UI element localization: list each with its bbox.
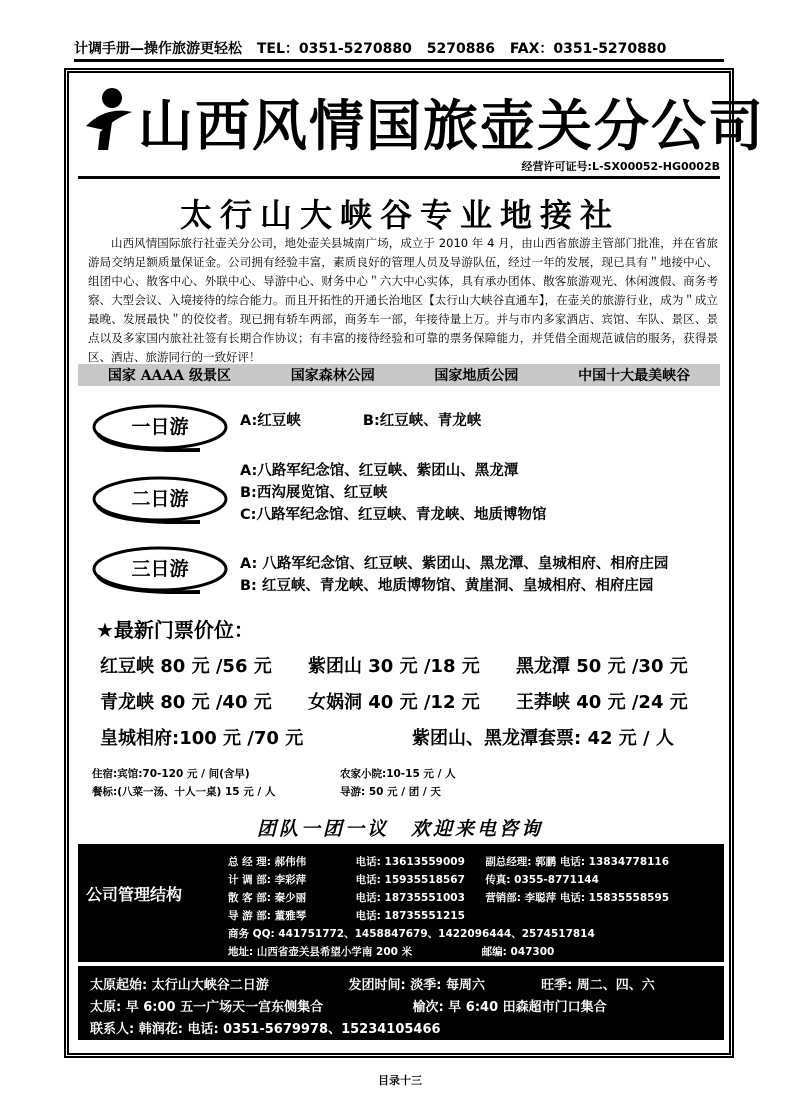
badge: 国家 AAAA 级景区 bbox=[107, 368, 232, 384]
management-label: 公司管理结构 bbox=[86, 885, 183, 904]
address-row bbox=[228, 944, 554, 959]
route-item: B:红豆峡、青龙峡 bbox=[362, 413, 482, 429]
staff-row bbox=[228, 872, 599, 887]
staff-name: 总 经 理: 郝伟伟 bbox=[228, 856, 307, 868]
price-item: 王莽峡 40 元 /24 元 bbox=[516, 692, 688, 713]
route-item: B: 红豆峡、青龙峡、地质博物馆、黄崖洞、皇城相府、相府庄园 bbox=[240, 578, 654, 594]
price-item: 青龙峡 80 元 /40 元 bbox=[100, 692, 272, 713]
business-qq: 商务 QQ: 441751772、1458847679、1422096444、2574517814 bbox=[228, 928, 595, 940]
route-item: A:八路军纪念馆、红豆峡、紫团山、黑龙潭 bbox=[240, 463, 519, 479]
staff-phone: 电话: 15935518567 bbox=[355, 874, 465, 886]
headline: 太行山大峡谷专业地接社 bbox=[179, 196, 620, 234]
route-item: A: 八路军纪念馆、红豆峡、紫团山、黑龙潭、皇城相府、相府庄园 bbox=[240, 556, 669, 572]
route-item: B:西沟展览馆、红豆峡 bbox=[240, 485, 388, 501]
slogan: 团队一团一议 欢迎来电咨询 bbox=[256, 818, 543, 840]
postcode: 邮编: 047300 bbox=[481, 946, 555, 958]
route-origin: 太原起始: 太行山大峡谷二日游 bbox=[90, 978, 269, 993]
tour-routes bbox=[240, 553, 668, 597]
price-title: ★最新门票价位： bbox=[96, 618, 254, 642]
price-item: 黑龙潭 50 元 /30 元 bbox=[516, 656, 688, 677]
staff-extra: 传真: 0355-8771144 bbox=[485, 874, 599, 886]
price-item: 女娲洞 40 元 /12 元 bbox=[308, 692, 480, 713]
staff-phone: 电话: 18735551215 bbox=[355, 910, 465, 922]
company-logo-icon bbox=[82, 86, 134, 152]
staff-phone: 电话: 13613559009 bbox=[355, 856, 465, 868]
route-peak: 旺季: 周二、四、六 bbox=[541, 978, 655, 993]
company-intro: 山西风情国际旅行社壶关分公司，地处壶关县城南广场，成立于 2010 年 4 月，由山西省旅游主管部门批准，并在省旅游局交纳足额质量保证金。公司拥有经验丰富，素质良好的管理人员及导游队伍，经过一年的发展，现已具有＂地接中心、组团中心、散客中心、外联中心、导游中心、财务中心＂六大中心实体，具有承办团体、散客旅游观光、休闲渡假、商务考察、大型会议、入境接待的综合能力。而且开拓性的开通长治地区【太行山大峡谷直通车】，在壶关的旅游行业，成为＂成立最晚、发展最快＂的佼佼者。现已拥有轿车两部，商务车一部，年接待量上万。并与市内多家酒店、宾馆、车队、景区、景点以及多家国内旅社社签有长期合作协议；有丰富的接待经验和可靠的票务保障能力，并凭借全面规范诚信的服务，获得景区、酒店、旅游同行的一致好评！ bbox=[88, 236, 718, 364]
meal-price: 餐标:(八菜一汤、十人一桌) 15 元 / 人 bbox=[92, 786, 276, 798]
staff-extra: 营销部: 李聪萍 电话: 15835558595 bbox=[485, 892, 670, 904]
staff-extra: 副总经理: 郭鹏 电话: 13834778116 bbox=[485, 856, 670, 868]
staff-row bbox=[228, 890, 669, 905]
oval-frame bbox=[90, 544, 230, 594]
staff-phone: 电话: 18735551003 bbox=[355, 892, 465, 904]
management-box bbox=[78, 844, 724, 962]
staff-name: 导 游 部: 董雅琴 bbox=[228, 910, 307, 922]
badge: 国家森林公园 bbox=[290, 368, 375, 384]
route-contact: 联系人: 韩润花: 电话: 0351-5679978、15234105466 bbox=[90, 1022, 441, 1037]
license-number: 经营许可证号:L-SX00052-HG0002B bbox=[521, 160, 720, 173]
staff-name: 计 调 部: 李彩萍 bbox=[228, 874, 307, 886]
price-item: 皇城相府:100 元 /70 元 bbox=[100, 728, 304, 749]
lodging-hotel: 住宿:宾馆:70-120 元 / 间(含早) bbox=[92, 768, 250, 780]
price-item: 紫团山 30 元 /18 元 bbox=[308, 656, 480, 677]
tour-routes bbox=[240, 460, 546, 526]
tel-2: 5270886 bbox=[426, 41, 495, 57]
oval-frame bbox=[90, 402, 230, 452]
top-contact-line bbox=[74, 38, 724, 62]
route-item: A:红豆峡 bbox=[240, 413, 301, 429]
tour-name: 三日游 bbox=[131, 558, 189, 580]
tour-routes bbox=[240, 410, 481, 432]
staff-row bbox=[228, 854, 669, 869]
badge: 中国十大最美峡谷 bbox=[578, 368, 691, 384]
tel: TEL：0351-5270880 bbox=[256, 41, 412, 57]
tour-name: 一日游 bbox=[131, 416, 189, 438]
company-name: 山西风情国旅壶关分公司 bbox=[138, 93, 766, 158]
oval-frame bbox=[90, 474, 230, 524]
route-line bbox=[90, 996, 607, 1015]
price-item: 红豆峡 80 元 /56 元 bbox=[100, 656, 272, 677]
route-line bbox=[90, 974, 655, 993]
fax: FAX：0351-5270880 bbox=[509, 41, 667, 57]
lodging-farm: 农家小院:10-15 元 / 人 bbox=[340, 768, 456, 780]
route-meet-yuci: 榆次: 早 6:40 田森超市门口集合 bbox=[412, 1000, 607, 1015]
badge: 国家地质公园 bbox=[434, 368, 519, 384]
staff-row bbox=[228, 908, 482, 923]
divider bbox=[78, 176, 720, 179]
handbook-slogan: 计调手册—操作旅游更轻松 bbox=[74, 41, 242, 57]
tour-name: 二日游 bbox=[131, 488, 189, 510]
address: 地址: 山西省壶关县希望小学南 200 米 bbox=[228, 946, 413, 958]
route-item: C:八路军纪念馆、红豆峡、青龙峡、地质博物馆 bbox=[240, 507, 547, 523]
badge-bar bbox=[78, 364, 720, 386]
guide-price: 导游: 50 元 / 团 / 天 bbox=[340, 786, 441, 798]
page-footer: 目录十三 bbox=[378, 1074, 422, 1087]
staff-name: 散 客 部: 秦少丽 bbox=[228, 892, 307, 904]
route-meet-taiyuan: 太原: 早 6:00 五一广场天一宫东侧集合 bbox=[90, 1000, 324, 1015]
route-schedule: 发团时间: 淡季: 每周六 bbox=[348, 978, 485, 993]
price-item: 紫团山、黑龙潭套票: 42 元 / 人 bbox=[412, 728, 674, 749]
route-box bbox=[78, 966, 724, 1040]
